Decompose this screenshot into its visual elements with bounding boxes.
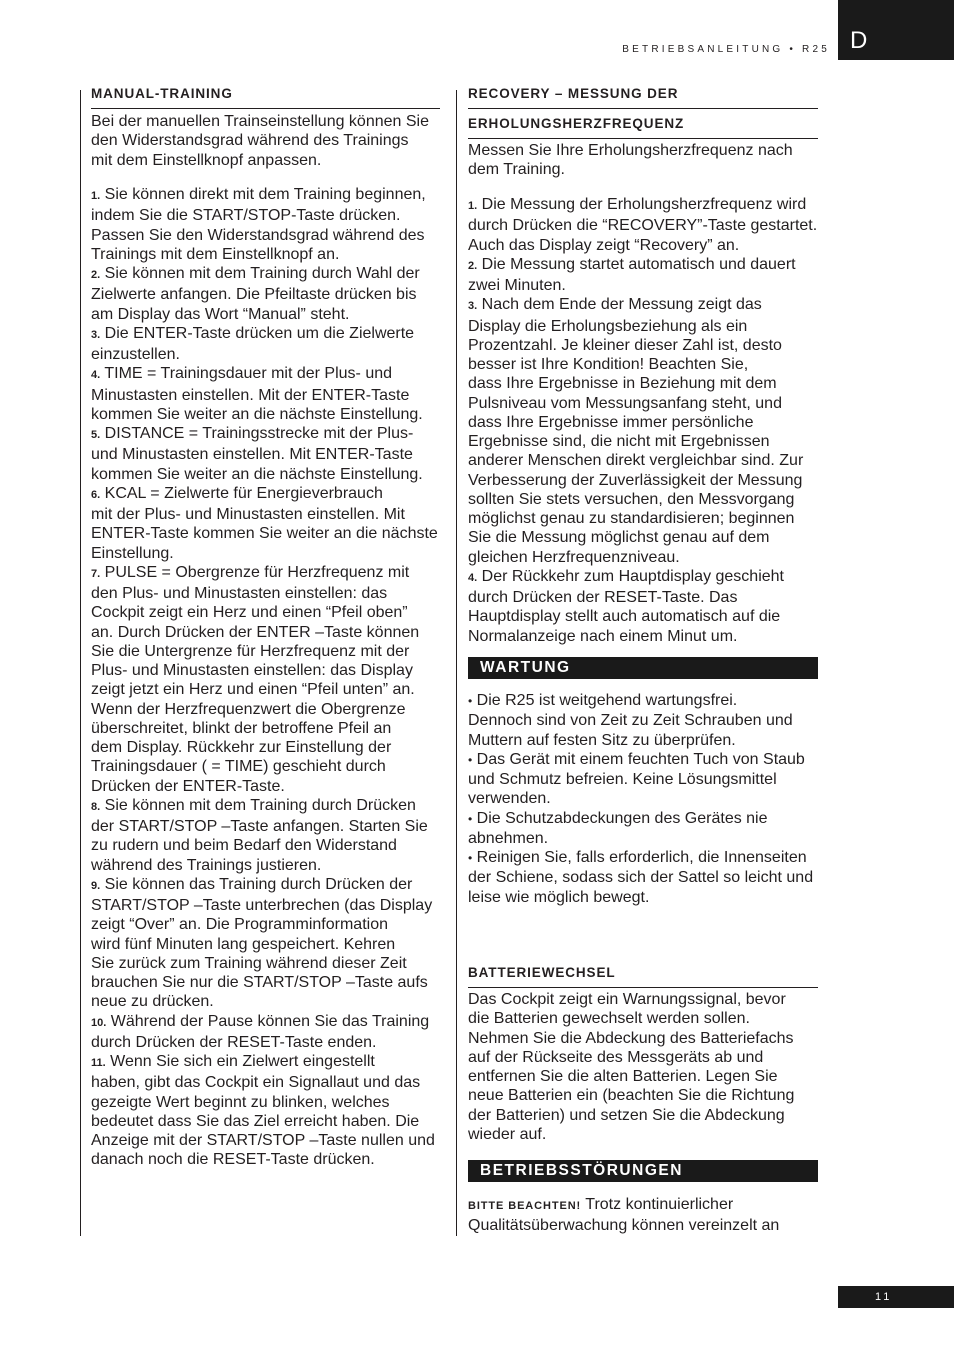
left-column-divider [80,90,81,1236]
step-text: Während der Pause können Sie das Training durch Drücken der RESET-Taste enden. [91,1012,430,1051]
step-text: Sie können mit dem Training durch Wahl der Zielwerte anfangen. Die Pfeiltaste drücken bis am Display das Wort “Manual” steht. [91,265,420,323]
manual-training-rule [91,108,440,109]
manual-training-intro: Bei der manuellen Trainseinstellung können Sie den Widerstandsgrad während des Trainings mit dem Einstellknopf anpassen. [91,113,429,169]
wartung-heading: WARTUNG [480,659,571,676]
wartung-list [468,691,813,907]
page-number: 11 [875,1291,893,1303]
bullet-item [468,691,813,750]
bullet-item [468,750,813,809]
bullet-text: Die R25 ist weitgehend wartungsfrei. Dennoch sind von Zeit zu Zeit Schrauben und Muttern auf festen Sitz zu überprüfen. [468,692,793,749]
step-text: Sie können das Training durch Drücken der START/STOP –Taste unterbrechen (das Display zeigt “Over” an. Die Programminformation wird fünf Minuten lang gespeichert. Kehren Sie zurück zum Training während dieser Zeit brauchen Sie nur die START/STOP –Taste aufs neue zu drücken. [91,875,433,1011]
step-number: 8. [91,800,101,813]
step-item [468,567,817,646]
recovery-steps [468,195,817,646]
step-number: 11. [91,1057,106,1069]
betriebsstoerungen-heading: BETRIEBSSTÖRUNGEN [480,1162,683,1179]
step-number: 1. [468,200,478,212]
right-column-divider [456,90,457,1236]
step-number: 2. [91,269,101,281]
step-item [91,1012,438,1053]
recovery-rule-2 [468,138,818,139]
step-number: 6. [91,488,101,501]
step-text: Die Messung der Erholungsherzfrequenz wird durch Drücken die “RECOVERY”-Taste gestartet. Auch das Display zeigt “Recovery” an. [468,196,818,254]
step-number: 4. [468,571,478,584]
step-item [91,424,438,484]
bullet-marker: • [468,752,473,767]
step-text: KCAL = Zielwerte für Energieverbrauch mit der Plus- und Minustasten einstellen. Mit ENTER-Taste kommen Sie weiter an die nächste Einstellung. [91,484,438,562]
bullet-marker: • [468,811,473,826]
step-item [468,295,817,567]
bullet-text: Reinigen Sie, falls erforderlich, die Innenseiten der Schiene, sodass sich der Sattel so leicht und leise wie möglich bewegt. [468,849,814,906]
step-item [468,195,817,255]
language-tab [838,0,954,60]
manual-training-heading: MANUAL-TRAINING [91,86,233,101]
bullet-marker: • [468,694,473,708]
step-number: 5. [91,429,101,441]
step-text: Sie können direkt mit dem Training beginnen, indem Sie die START/STOP-Taste drücken. Passen Sie den Widerstandsgrad während des Trainings mit dem Einstellknopf an. [91,186,426,263]
language-tab-label: D [850,27,868,54]
recovery-intro: Messen Sie Ihre Erholungsherzfrequenz nach dem Training. [468,142,793,179]
batteriewechsel-rule [468,987,818,988]
page-number-box [838,1286,954,1308]
step-item [91,563,438,796]
step-text: DISTANCE = Trainingsstrecke mit der Plus- und Minustasten einstellen. Mit ENTER-Taste kommen Sie weiter an die nächste Einstellung. [91,425,423,483]
batteriewechsel-heading: BATTERIEWECHSEL [468,965,616,980]
recovery-heading-line1: RECOVERY – MESSUNG DER [468,86,679,101]
step-text: Die ENTER-Taste drücken um die Zielwerte einzustellen. [91,324,415,363]
bullet-item [468,809,813,849]
step-item [91,1052,438,1170]
betriebsstoerungen-section-bar [468,1160,818,1182]
step-number: 3. [468,300,478,313]
bullet-marker: • [468,851,473,865]
step-text: Sie können mit dem Training durch Drücken der START/STOP –Taste anfangen. Starten Sie zu rudern und beim Bedarf den Widerstand während des Trainings justieren. [91,796,428,874]
step-number: 10. [91,1016,107,1029]
step-item [91,185,438,264]
step-number: 7. [91,567,101,580]
step-number: 9. [91,879,101,892]
step-number: 1. [91,190,101,202]
betriebsstoerungen-paragraph [468,1195,779,1236]
wartung-section-bar [468,657,818,679]
step-number: 4. [91,369,101,382]
step-text: Nach dem Ende der Messung zeigt das Display die Erholungsbeziehung als ein Prozentzahl. Je kleiner dieser Zahl ist, desto besser ist Ihre Kondition! Beachten Sie, dass Ihre Ergebnisse in Beziehung mit dem Pulsniveau vom Messungsanfang steht, und dass Ihre Ergebnisse immer persönliche Ergebnisse sind, die nicht mit Ergebnissen anderer Menschen direkt vergleichbar sind. Zur Verbesserung der Zuverlässigkeit der Messung sollten Sie stets versuchen, den Messvorgang möglichst genau zu standardisieren; beginnen Sie die Messung möglichst genau auf dem gleichen Herzfrequenzniveau. [468,296,804,566]
batteriewechsel-text: Das Cockpit zeigt ein Warnungssignal, bevor die Batterien gewechselt werden sollen. Nehmen Sie die Abdeckung des Batteriefachs auf der Rückseite des Messgeräts ab und entfernen Sie die alten Batterien. Legen Sie neue Batterien ein (beachten Sie die Richtung der Batterien) und setzen Sie die Abdeckung wieder auf. [468,991,795,1143]
step-text: Der Rückkehr zum Hauptdisplay geschieht durch Drücken der RESET-Taste. Das Hauptdisplay stellt auch automatisch auf die Normalanzeige nach einem Minut um. [468,567,784,645]
betriebsstoerungen-text: Trotz kontinuierlicher Qualitätsüberwachung können vereinzelt an [468,1196,780,1235]
bullet-text: Das Gerät mit einem feuchten Tuch von Staub und Schmutz befreien. Keine Lösungsmittel verwenden. [468,750,805,808]
step-text: Die Messung startet automatisch und dauert zwei Minuten. [468,255,796,294]
bullet-item [468,848,813,907]
notice-label: BITTE BEACHTEN! [468,1200,582,1212]
step-text: Wenn Sie sich ein Zielwert eingestellt haben, gibt das Cockpit ein Signallaut und das gezeigte Wert beginnt zu blinken, welches bedeutet dass Sie das Ziel erreicht haben. Die Anzeige mit der START/STOP –Taste nullen und danach noch die RESET-Taste drücken. [91,1053,435,1169]
step-item [91,364,438,424]
step-item [91,796,438,875]
manual-training-steps [91,185,438,1170]
step-item [468,255,817,296]
step-text: PULSE = Obergrenze für Herzfrequenz mit den Plus- und Minustasten einstellen: das Cockpit zeigt ein Herz und einen “Pfeil oben” an. Durch Drücken der ENTER –Taste können Sie die Untergrenze für Herzfrequenz mit der Plus- und Minustasten einstellen: das Display zeigt jetzt ein Herz und einen “Pfeil unten” an. Wenn der Herzfrequenzwert die Obergrenze überschreitet, blinkt der betroffene Pfeil an dem Display. Rückkehr zur Einstellung der Trainingsdauer ( = TIME) geschieht durch Drücken der ENTER-Taste. [91,563,420,795]
step-text: TIME = Trainingsdauer mit der Plus- und Minustasten einstellen. Mit der ENTER-Taste kommen Sie weiter an die nächste Einstellung. [91,365,423,423]
step-item [91,324,438,365]
bullet-text: Die Schutzabdeckungen des Gerätes nie abnehmen. [468,809,768,847]
recovery-rule-1 [468,108,818,109]
step-item [91,875,438,1012]
step-item [91,264,438,324]
step-number: 3. [91,328,101,341]
step-item [91,484,438,563]
step-number: 2. [468,259,478,272]
recovery-heading-line2: ERHOLUNGSHERZFREQUENZ [468,116,685,131]
running-title: BETRIEBSANLEITUNG • R25 [622,44,830,55]
